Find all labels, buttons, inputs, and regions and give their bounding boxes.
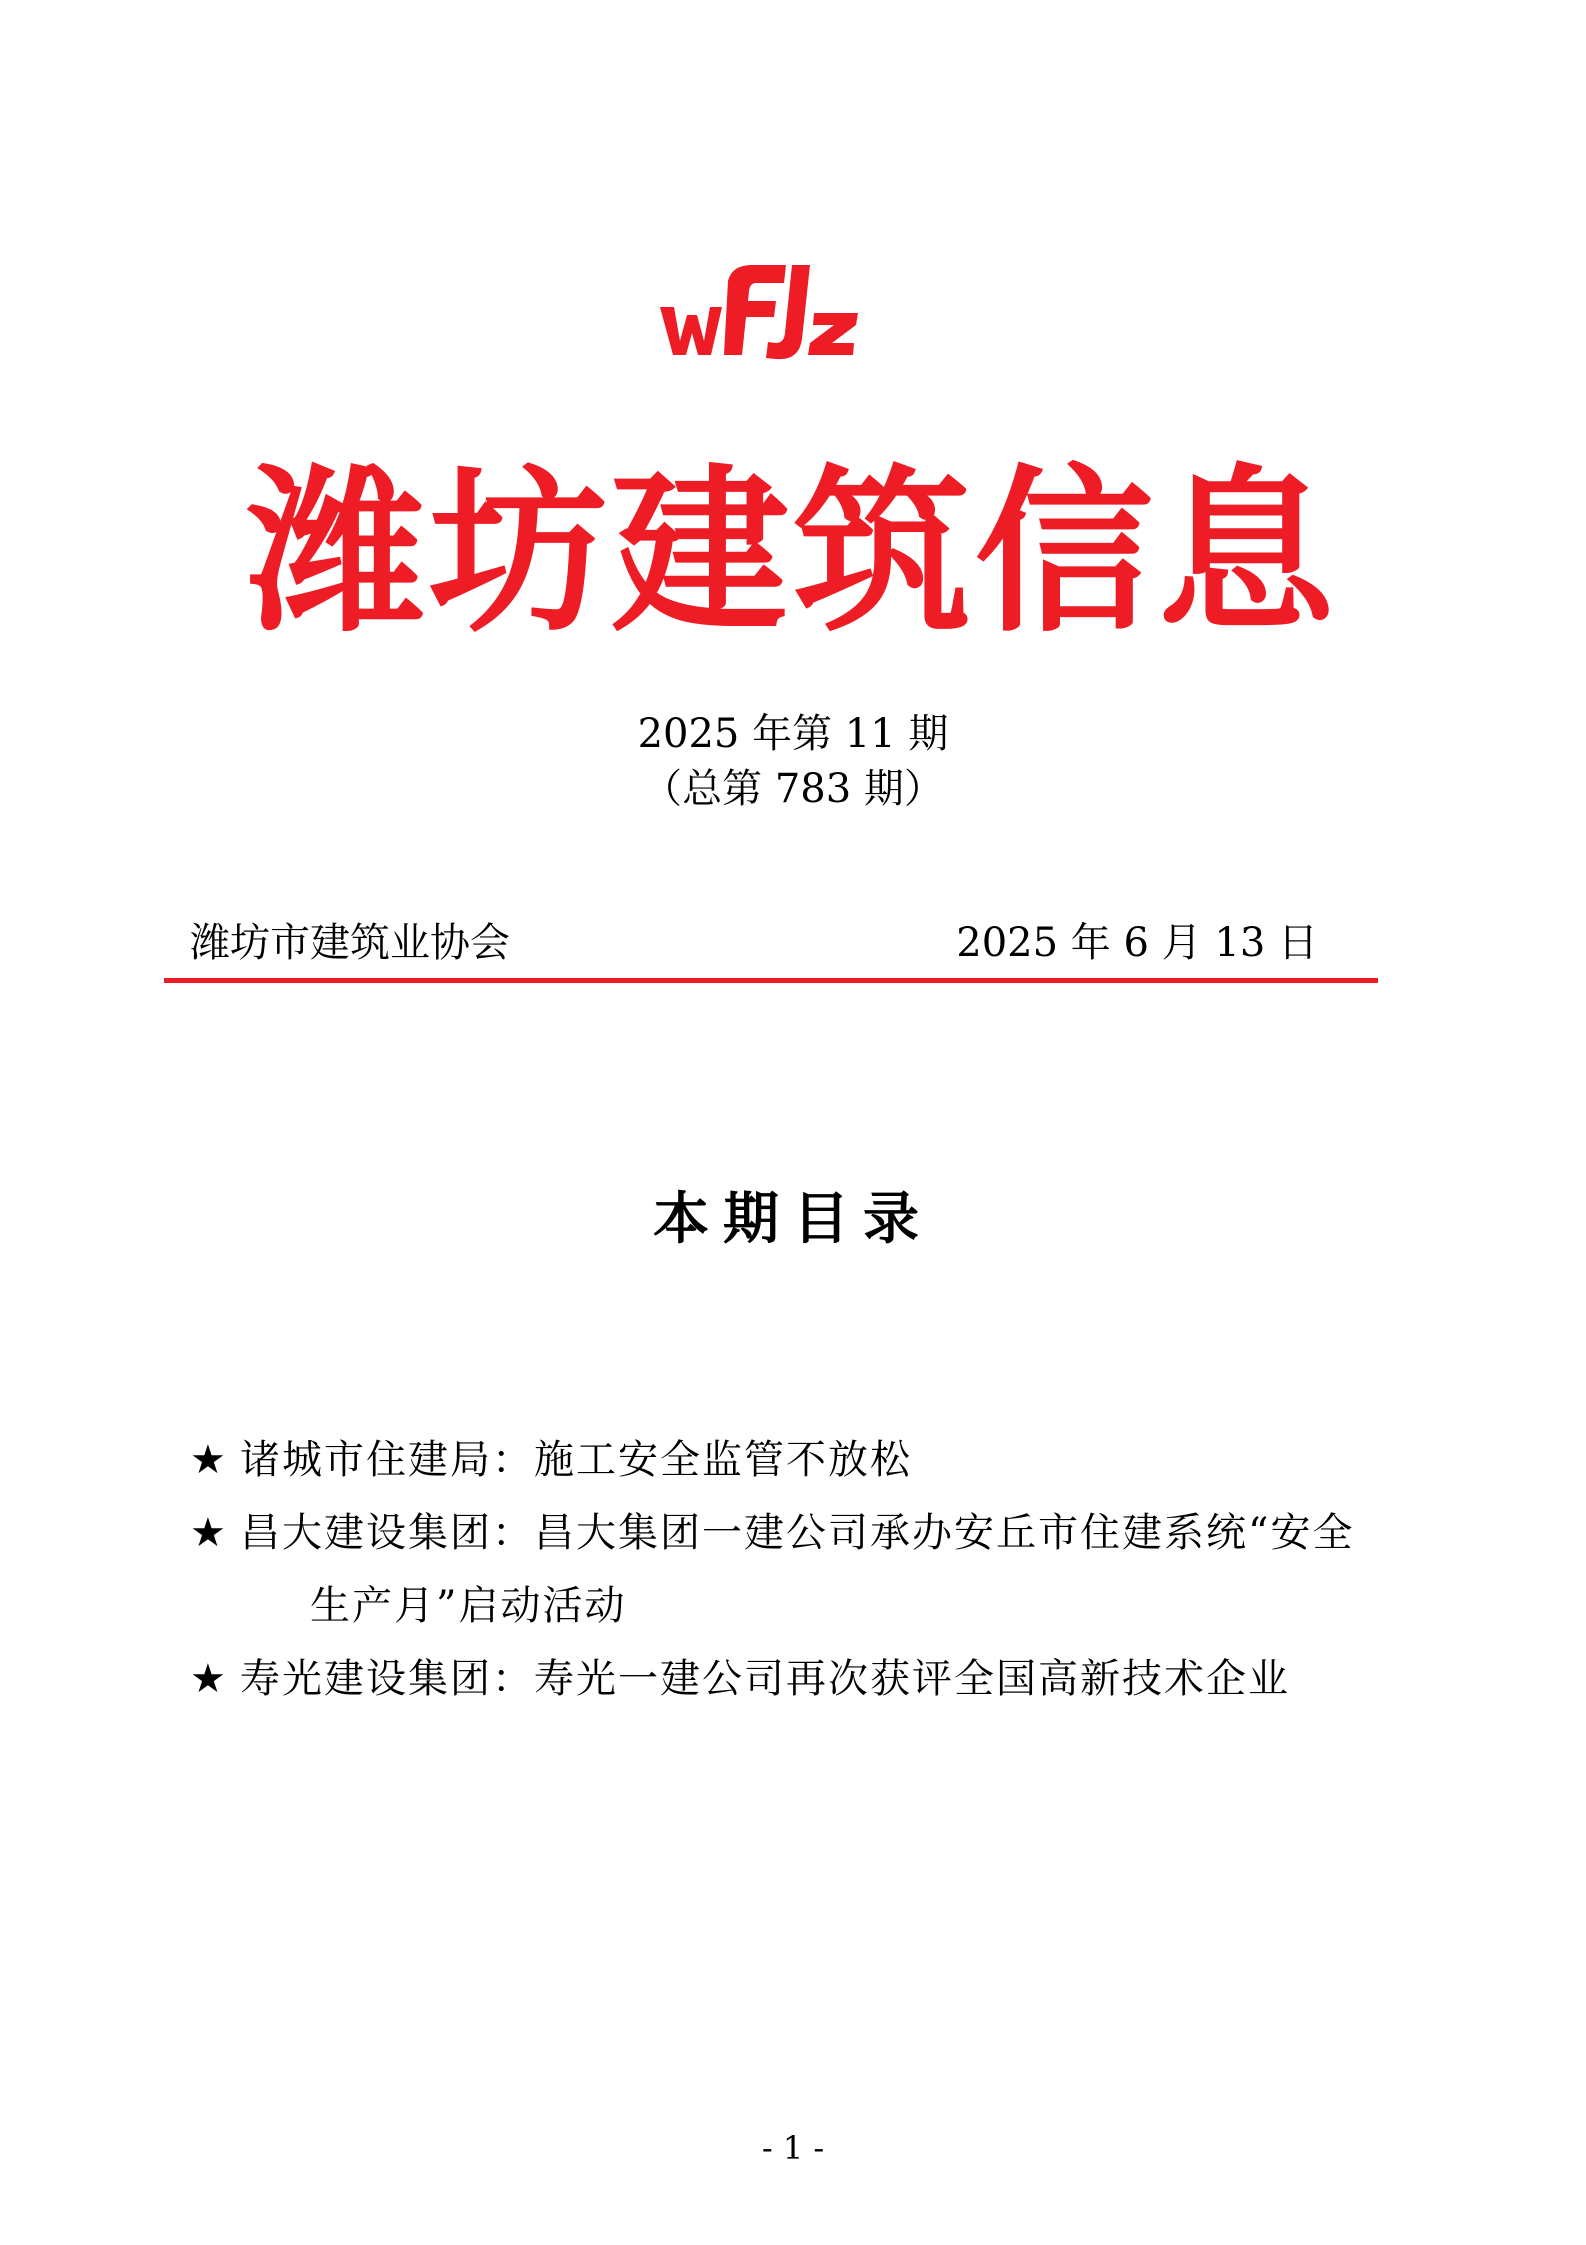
toc-item-title-continuation: 生产月”启动活动 bbox=[310, 1583, 627, 1629]
toc-item[interactable] bbox=[190, 1643, 1420, 1716]
publication-date: 2025 年 6 月 13 日 bbox=[956, 920, 1318, 966]
toc-item-source: 寿光建设集团： bbox=[240, 1656, 534, 1702]
toc-item-title: 施工安全监管不放松 bbox=[534, 1437, 912, 1483]
association-logo bbox=[656, 255, 860, 383]
star-icon: ★ bbox=[190, 1510, 228, 1556]
star-icon: ★ bbox=[190, 1656, 228, 1702]
page-number: - 1 - bbox=[761, 2129, 825, 2167]
masthead-title: 潍坊建筑信息 bbox=[247, 447, 1339, 656]
toc-item-title: 寿光一建公司再次获评全国高新技术企业 bbox=[534, 1656, 1290, 1702]
total-issue-number: （总第 783 期） bbox=[642, 766, 944, 812]
toc-item-text bbox=[240, 1497, 1420, 1643]
header-divider bbox=[164, 978, 1378, 983]
toc-item-text bbox=[240, 1643, 1420, 1716]
toc-list bbox=[190, 1424, 1420, 1716]
toc-item-source: 诸城市住建局： bbox=[240, 1437, 534, 1483]
toc-item-source: 昌大建设集团： bbox=[240, 1510, 534, 1556]
logo-icon bbox=[656, 255, 860, 383]
toc-item[interactable] bbox=[190, 1497, 1420, 1643]
star-icon: ★ bbox=[190, 1437, 228, 1483]
toc-item-text bbox=[240, 1424, 1420, 1497]
toc-item[interactable] bbox=[190, 1424, 1420, 1497]
toc-item-title: 昌大集团一建公司承办安丘市住建系统“安全 bbox=[534, 1510, 1355, 1556]
publisher-name: 潍坊市建筑业协会 bbox=[190, 920, 510, 966]
issue-number: 2025 年第 11 期 bbox=[637, 711, 949, 757]
toc-heading: 本期目录 bbox=[653, 1186, 933, 1252]
